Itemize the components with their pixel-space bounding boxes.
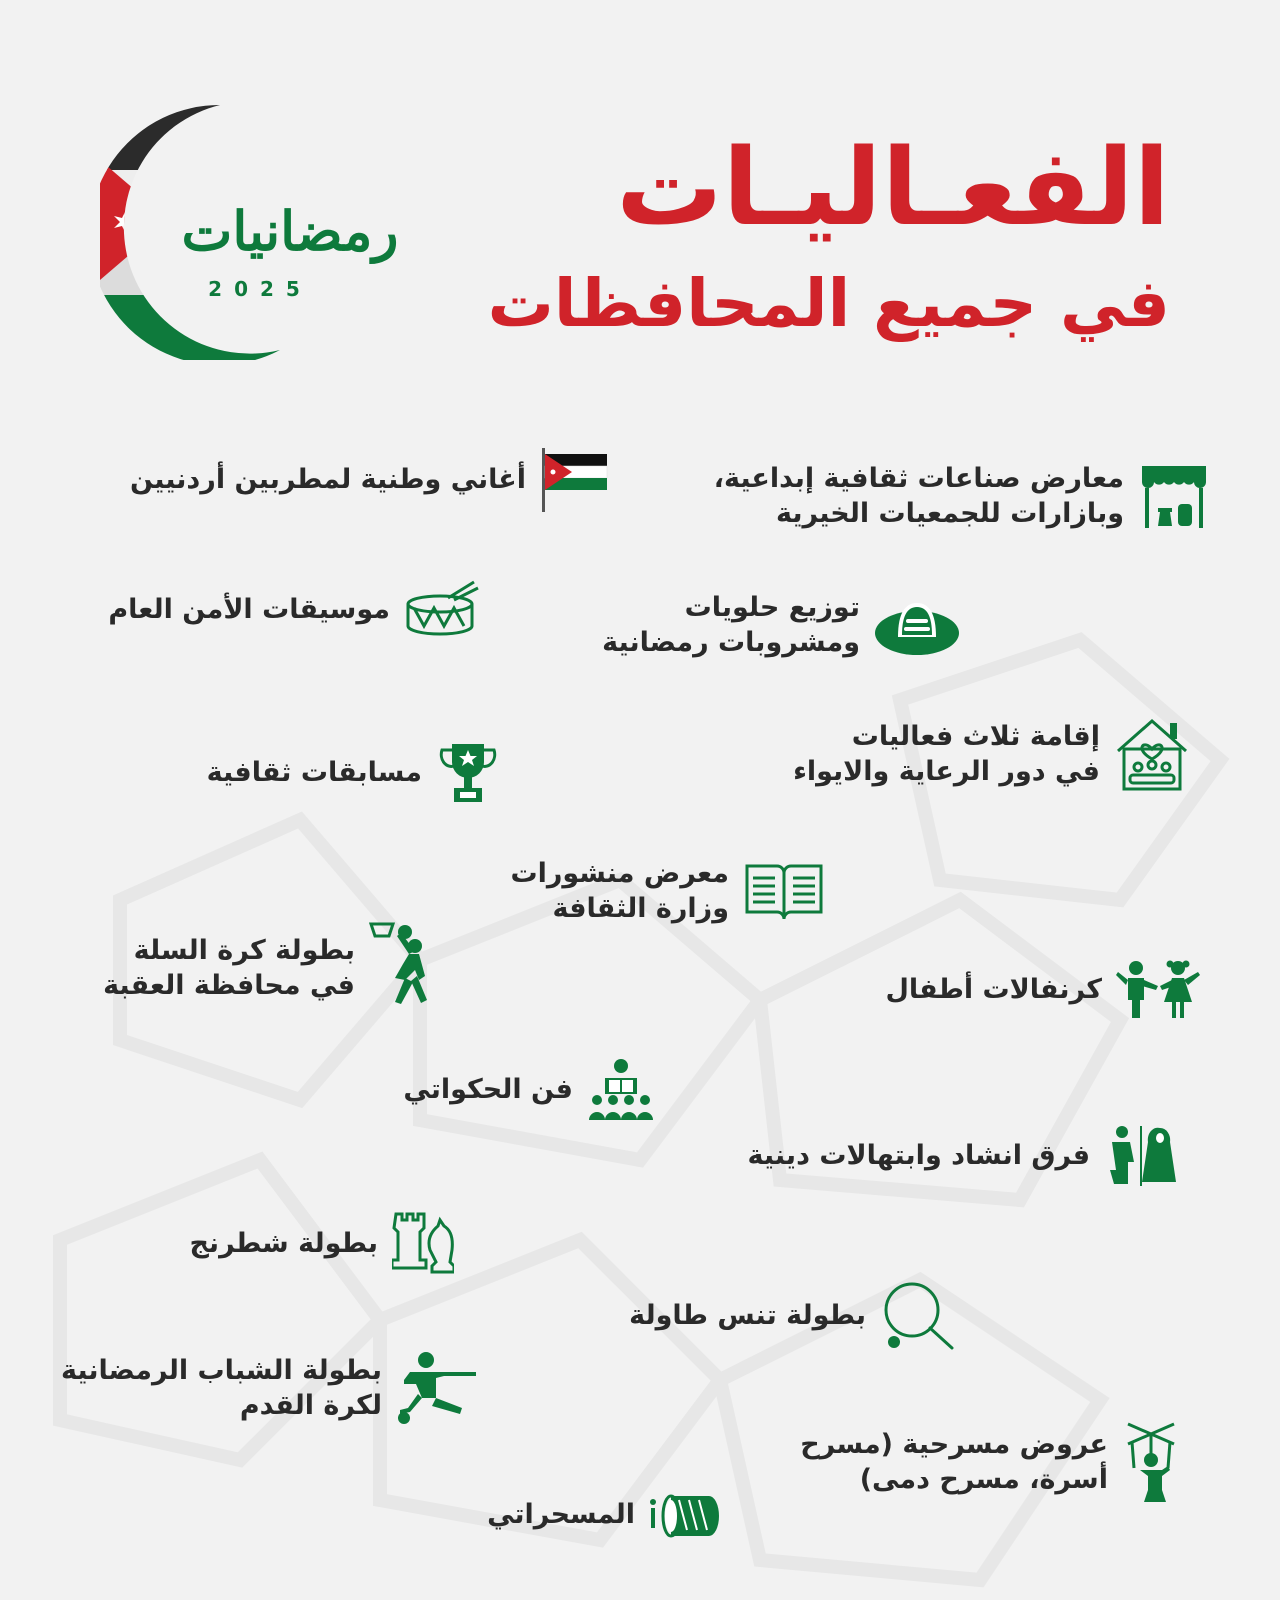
storyteller-icon <box>587 1058 655 1122</box>
table-tennis-icon <box>880 1280 960 1352</box>
drum-icon <box>404 580 480 640</box>
activity-label: موسيقات الأمن العام <box>108 594 390 626</box>
open-book-icon <box>743 858 825 924</box>
activity-label: بطولة كرة السلة في محافظة العقبة <box>103 934 355 1001</box>
activity-religious-chanting <box>748 1124 1178 1188</box>
activity-label: معارض صناعات ثقافية إبداعية، وبازارات للجمعيات الخيرية <box>713 462 1124 529</box>
jordan-flag-icon <box>540 448 610 512</box>
puppet-icon <box>1122 1420 1180 1504</box>
sweets-plate-icon <box>874 593 960 657</box>
activity-label: توزيع حلويات ومشروبات رمضانية <box>602 592 860 659</box>
chess-icon <box>392 1210 454 1278</box>
activity-basketball-tournament <box>103 920 435 1016</box>
activity-cultural-competitions <box>207 740 500 806</box>
mesaharati-drum-icon <box>649 1488 725 1542</box>
activity-label: بطولة شطرنج <box>189 1228 378 1260</box>
activity-label: فن الحكواتي <box>403 1074 573 1106</box>
chanters-icon <box>1104 1124 1178 1188</box>
page-title: الفعـاليـات <box>616 126 1170 249</box>
logo-calligraphy: رمضانيات <box>181 199 399 263</box>
activity-label: معرض منشورات وزارة الثقافة <box>510 858 729 925</box>
activity-label: عروض مسرحية (مسرح أسرة، مسرح دمى) <box>800 1428 1108 1495</box>
activity-national-songs <box>130 448 610 512</box>
children-icon <box>1116 960 1202 1020</box>
football-player-icon <box>396 1350 480 1426</box>
page-subtitle: في جميع المحافظات <box>487 265 1170 342</box>
activity-sweets-distribution <box>602 590 960 660</box>
activity-mesaharati <box>487 1488 725 1542</box>
activity-label: أغاني وطنية لمطربين أردنيين <box>129 464 526 496</box>
activity-table-tennis <box>629 1280 960 1352</box>
activity-label: بطولة الشباب الرمضانية لكرة القدم <box>60 1354 382 1421</box>
activity-label: بطولة تنس طاولة <box>629 1300 866 1332</box>
activity-youth-football <box>61 1350 480 1426</box>
trophy-icon <box>436 740 500 806</box>
basketball-player-icon <box>369 920 435 1016</box>
activity-care-homes <box>793 715 1190 793</box>
activity-label: مسابقات ثقافية <box>206 757 422 789</box>
activity-label: كرنفالات أطفال <box>885 974 1102 1006</box>
activity-theater-shows <box>800 1420 1180 1504</box>
activity-children-carnivals <box>885 960 1202 1020</box>
logo-year: 2025 <box>208 277 312 301</box>
activity-storyteller <box>403 1058 655 1122</box>
ramadan-logo <box>100 100 400 360</box>
activity-crafts-exhibitions <box>714 460 1210 532</box>
activity-publications-exhibition <box>510 856 825 926</box>
activity-label: المسحراتي <box>487 1499 635 1531</box>
activity-chess-tournament <box>189 1210 454 1278</box>
activity-label: فرق انشاد وابتهالات دينية <box>747 1140 1090 1172</box>
activity-public-security-music <box>108 580 480 640</box>
market-stall-icon <box>1138 460 1210 532</box>
care-home-icon <box>1114 715 1190 793</box>
activity-label: إقامة ثلاث فعاليات في دور الرعاية والايواء <box>793 720 1100 787</box>
